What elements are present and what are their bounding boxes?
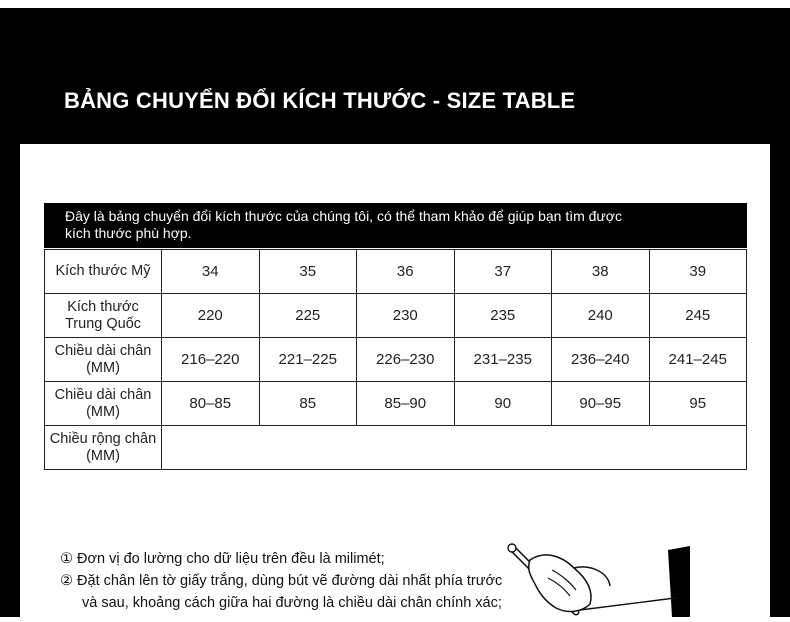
- row-header-text: Chiều dài chân: [54, 386, 152, 403]
- table-cell: 230: [357, 294, 455, 338]
- hand-drawing-with-pencil-icon: [490, 538, 690, 622]
- table-cell: 85: [259, 382, 357, 426]
- row-header: [45, 294, 162, 338]
- table-cell: 225: [259, 294, 357, 338]
- table-row: [45, 294, 747, 338]
- intro-line-1: Đây là bảng chuyển đổi kích thước của chúng tôi, có thể tham khảo để giúp bạn tìm được: [65, 208, 622, 224]
- intro-banner: [44, 203, 747, 248]
- table-cell: 95: [649, 382, 747, 426]
- row-header-text: (MM): [86, 359, 120, 376]
- table-cell: 90: [454, 382, 552, 426]
- row-header: [45, 426, 162, 470]
- table-cell: 241–245: [649, 338, 747, 382]
- table-cell: 35: [259, 250, 357, 294]
- note-2-line-1: ② Đặt chân lên tờ giấy trắng, dùng bút vẽ đường dài nhất phía trước: [60, 573, 503, 589]
- note-1: ① Đơn vị đo lường cho dữ liệu trên đều là milimét;: [60, 551, 385, 567]
- table-cell: 220: [162, 294, 260, 338]
- left-border: [0, 144, 20, 617]
- table-row: [45, 250, 747, 294]
- table-cell: 38: [552, 250, 650, 294]
- row-header-text: Chiều dài chân: [54, 342, 152, 359]
- table-cell: 39: [649, 250, 747, 294]
- table-cell: 236–240: [552, 338, 650, 382]
- row-header: [45, 382, 162, 426]
- table-cell: 36: [357, 250, 455, 294]
- note-2-line-2: và sau, khoảng cách giữa hai đường là chiều dài chân chính xác;: [82, 595, 502, 611]
- table-cell: 216–220: [162, 338, 260, 382]
- table-row: [45, 426, 747, 470]
- table-cell: 226–230: [357, 338, 455, 382]
- table-cell: 221–225: [259, 338, 357, 382]
- row-header: [45, 338, 162, 382]
- row-header-text: Kích thước: [67, 298, 139, 315]
- table-cell: 37: [454, 250, 552, 294]
- row-header-text: Chiều rộng chân: [49, 430, 157, 447]
- right-border: [770, 144, 790, 617]
- notes: [60, 548, 502, 614]
- table-row: [45, 382, 747, 426]
- row-header-text: (MM): [86, 447, 120, 464]
- table-cell: 90–95: [552, 382, 650, 426]
- row-header-text: (MM): [86, 403, 120, 420]
- table-cell: 34: [162, 250, 260, 294]
- table-cell: 235: [454, 294, 552, 338]
- empty-cell: [162, 426, 747, 470]
- intro-line-2: kích thước phù hợp.: [65, 225, 192, 241]
- table-cell: 85–90: [357, 382, 455, 426]
- table-cell: 245: [649, 294, 747, 338]
- row-header-text: Trung Quốc: [64, 315, 142, 332]
- page-title: BẢNG CHUYỂN ĐỔI KÍCH THƯỚC - SIZE TABLE: [64, 88, 576, 113]
- table-cell: 80–85: [162, 382, 260, 426]
- table-row: [45, 338, 747, 382]
- size-table: [44, 249, 747, 470]
- table-cell: 231–235: [454, 338, 552, 382]
- header-band: [0, 8, 790, 144]
- row-header-text: Kích thước Mỹ: [55, 263, 151, 279]
- row-header: [45, 250, 162, 294]
- table-cell: 240: [552, 294, 650, 338]
